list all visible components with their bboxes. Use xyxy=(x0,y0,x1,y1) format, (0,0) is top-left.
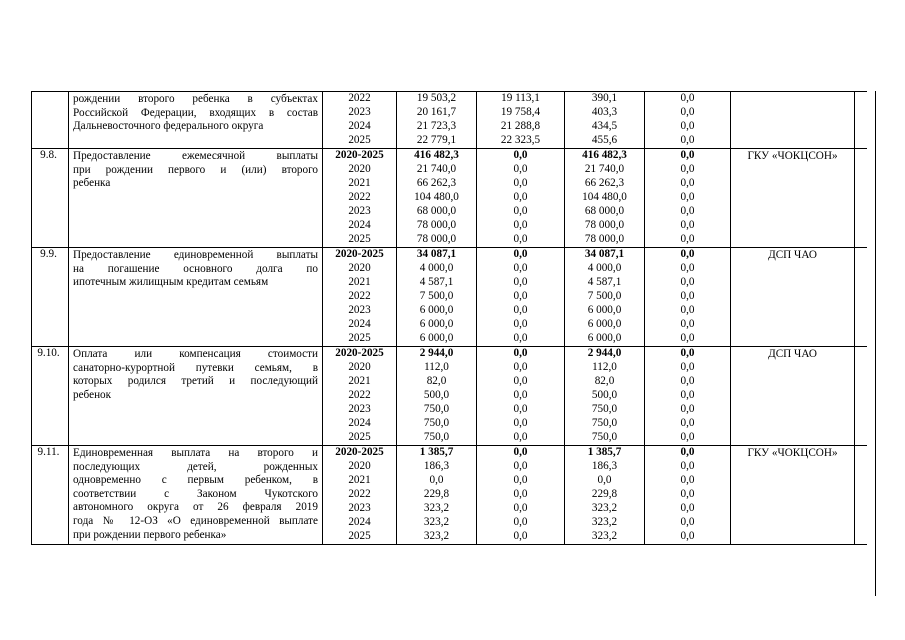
federal-budget-cell: 0,0 xyxy=(477,191,565,205)
other-sources-cell: 0,0 xyxy=(645,205,731,219)
other-sources-cell: 0,0 xyxy=(645,149,731,164)
other-sources-cell: 0,0 xyxy=(645,460,731,474)
table-right-rule xyxy=(875,91,876,596)
federal-budget-cell: 0,0 xyxy=(477,276,565,290)
description-line: при рождении первого ребенка» xyxy=(73,528,227,541)
year-cell: 2025 xyxy=(323,233,397,248)
total-amount-cell: 500,0 xyxy=(397,389,477,403)
year-cell: 2020 xyxy=(323,460,397,474)
regional-budget-cell: 323,2 xyxy=(565,516,645,530)
regional-budget-cell: 0,0 xyxy=(565,474,645,488)
federal-budget-cell: 0,0 xyxy=(477,502,565,516)
total-amount-cell: 323,2 xyxy=(397,502,477,516)
item-number xyxy=(32,347,69,446)
other-sources-cell: 0,0 xyxy=(645,177,731,191)
regional-budget-cell: 68 000,0 xyxy=(565,205,645,219)
year-cell: 2020 xyxy=(323,262,397,276)
year-cell: 2024 xyxy=(323,417,397,431)
regional-budget-cell: 6 000,0 xyxy=(565,332,645,347)
description-line: на погашение основного долга по xyxy=(73,262,318,275)
year-cell: 2023 xyxy=(323,205,397,219)
year-cell: 2020 xyxy=(323,163,397,177)
description-line: соответствии с Законом Чукотского xyxy=(73,487,318,500)
total-amount-cell: 4 587,1 xyxy=(397,276,477,290)
regional-budget-cell: 78 000,0 xyxy=(565,233,645,248)
total-amount-cell: 66 262,3 xyxy=(397,177,477,191)
total-amount-cell: 229,8 xyxy=(397,488,477,502)
regional-budget-cell: 390,1 xyxy=(565,92,645,107)
regional-budget-cell: 403,3 xyxy=(565,106,645,120)
year-cell: 2021 xyxy=(323,375,397,389)
description-line: ребенок xyxy=(73,388,112,401)
other-sources-cell: 0,0 xyxy=(645,389,731,403)
total-amount-cell: 1 385,7 xyxy=(397,446,477,461)
year-cell: 2020-2025 xyxy=(323,347,397,362)
total-amount-cell: 186,3 xyxy=(397,460,477,474)
regional-budget-cell: 2 944,0 xyxy=(565,347,645,362)
description-line: Российской Федерации, входящих в состав xyxy=(73,106,318,119)
table-end-column xyxy=(855,347,867,446)
total-amount-cell: 112,0 xyxy=(397,361,477,375)
other-sources-cell: 0,0 xyxy=(645,375,731,389)
other-sources-cell: 0,0 xyxy=(645,276,731,290)
other-sources-cell: 0,0 xyxy=(645,163,731,177)
total-amount-cell: 82,0 xyxy=(397,375,477,389)
federal-budget-cell: 0,0 xyxy=(477,474,565,488)
other-sources-cell: 0,0 xyxy=(645,361,731,375)
year-cell: 2020 xyxy=(323,361,397,375)
description-line: Предоставление единовременной выплаты xyxy=(73,249,318,261)
other-sources-cell: 0,0 xyxy=(645,403,731,417)
federal-budget-cell: 0,0 xyxy=(477,375,565,389)
description-line: Дальневосточного федерального округа xyxy=(73,120,264,133)
year-cell: 2022 xyxy=(323,389,397,403)
year-cell: 2025 xyxy=(323,431,397,446)
description-line: при рождении первого и (или) второго xyxy=(73,163,318,176)
federal-budget-cell: 0,0 xyxy=(477,248,565,263)
year-cell: 2025 xyxy=(323,134,397,149)
federal-budget-cell: 0,0 xyxy=(477,304,565,318)
total-amount-cell: 6 000,0 xyxy=(397,318,477,332)
federal-budget-cell: 0,0 xyxy=(477,361,565,375)
other-sources-cell: 0,0 xyxy=(645,219,731,233)
year-cell: 2021 xyxy=(323,474,397,488)
federal-budget-cell: 0,0 xyxy=(477,530,565,545)
table-row xyxy=(32,446,867,461)
federal-budget-cell: 0,0 xyxy=(477,431,565,446)
description-line: Оплата или компенсация стоимости xyxy=(73,348,318,360)
total-amount-cell: 78 000,0 xyxy=(397,219,477,233)
other-sources-cell: 0,0 xyxy=(645,248,731,263)
other-sources-cell: 0,0 xyxy=(645,134,731,149)
funding-table xyxy=(31,91,867,545)
year-cell: 2021 xyxy=(323,276,397,290)
total-amount-cell: 22 779,1 xyxy=(397,134,477,149)
total-amount-cell: 19 503,2 xyxy=(397,92,477,107)
total-amount-cell: 323,2 xyxy=(397,516,477,530)
year-cell: 2024 xyxy=(323,120,397,134)
total-amount-cell: 6 000,0 xyxy=(397,332,477,347)
other-sources-cell: 0,0 xyxy=(645,417,731,431)
federal-budget-cell: 0,0 xyxy=(477,488,565,502)
item-description xyxy=(69,446,323,545)
year-cell: 2022 xyxy=(323,290,397,304)
other-sources-cell: 0,0 xyxy=(645,290,731,304)
description-line: санаторно-курортной путевки семьям, в xyxy=(73,361,318,374)
description-line: которых родился третий и последующий xyxy=(73,375,318,388)
total-amount-cell: 2 944,0 xyxy=(397,347,477,362)
item-description xyxy=(69,92,323,149)
other-sources-cell: 0,0 xyxy=(645,106,731,120)
regional-budget-cell: 500,0 xyxy=(565,389,645,403)
other-sources-cell: 0,0 xyxy=(645,233,731,248)
item-number-text: 9.9. xyxy=(40,248,57,260)
regional-budget-cell: 21 740,0 xyxy=(565,163,645,177)
other-sources-cell: 0,0 xyxy=(645,516,731,530)
regional-budget-cell: 750,0 xyxy=(565,431,645,446)
other-sources-cell: 0,0 xyxy=(645,304,731,318)
other-sources-cell: 0,0 xyxy=(645,502,731,516)
federal-budget-cell: 0,0 xyxy=(477,389,565,403)
responsible-executor: ГКУ «ЧОКЦСОН» xyxy=(731,149,855,248)
federal-budget-cell: 0,0 xyxy=(477,403,565,417)
year-cell: 2024 xyxy=(323,318,397,332)
regional-budget-cell: 229,8 xyxy=(565,488,645,502)
total-amount-cell: 416 482,3 xyxy=(397,149,477,164)
other-sources-cell: 0,0 xyxy=(645,191,731,205)
total-amount-cell: 750,0 xyxy=(397,431,477,446)
regional-budget-cell: 104 480,0 xyxy=(565,191,645,205)
regional-budget-cell: 323,2 xyxy=(565,502,645,516)
regional-budget-cell: 4 000,0 xyxy=(565,262,645,276)
description-line: автономного округа от 26 февраля 2019 xyxy=(73,501,318,514)
item-number xyxy=(32,149,69,248)
other-sources-cell: 0,0 xyxy=(645,488,731,502)
year-cell: 2025 xyxy=(323,530,397,545)
other-sources-cell: 0,0 xyxy=(645,446,731,461)
total-amount-cell: 750,0 xyxy=(397,403,477,417)
federal-budget-cell: 0,0 xyxy=(477,233,565,248)
item-description xyxy=(69,347,323,446)
federal-budget-cell: 0,0 xyxy=(477,177,565,191)
federal-budget-cell: 0,0 xyxy=(477,347,565,362)
responsible-executor: ДСП ЧАО xyxy=(731,347,855,446)
year-cell: 2023 xyxy=(323,403,397,417)
total-amount-cell: 6 000,0 xyxy=(397,304,477,318)
total-amount-cell: 323,2 xyxy=(397,530,477,545)
regional-budget-cell: 455,6 xyxy=(565,134,645,149)
regional-budget-cell: 4 587,1 xyxy=(565,276,645,290)
year-cell: 2025 xyxy=(323,332,397,347)
table-end-column xyxy=(855,446,867,545)
year-cell: 2023 xyxy=(323,304,397,318)
year-cell: 2021 xyxy=(323,177,397,191)
total-amount-cell: 0,0 xyxy=(397,474,477,488)
table-end-column xyxy=(855,92,867,149)
federal-budget-cell: 21 288,8 xyxy=(477,120,565,134)
federal-budget-cell: 0,0 xyxy=(477,516,565,530)
year-cell: 2024 xyxy=(323,219,397,233)
other-sources-cell: 0,0 xyxy=(645,431,731,446)
regional-budget-cell: 416 482,3 xyxy=(565,149,645,164)
description-line: ребенка xyxy=(73,177,111,190)
regional-budget-cell: 82,0 xyxy=(565,375,645,389)
regional-budget-cell: 750,0 xyxy=(565,417,645,431)
total-amount-cell: 21 740,0 xyxy=(397,163,477,177)
table-row xyxy=(32,149,867,164)
item-number-text: 9.10. xyxy=(37,347,60,359)
total-amount-cell: 104 480,0 xyxy=(397,191,477,205)
item-number-text: 9.11. xyxy=(37,446,60,458)
item-number xyxy=(32,446,69,545)
year-cell: 2023 xyxy=(323,106,397,120)
federal-budget-cell: 0,0 xyxy=(477,219,565,233)
description-line: одновременно с первым ребенком, в xyxy=(73,474,318,487)
total-amount-cell: 68 000,0 xyxy=(397,205,477,219)
year-cell: 2020-2025 xyxy=(323,149,397,164)
regional-budget-cell: 323,2 xyxy=(565,530,645,545)
year-cell: 2020-2025 xyxy=(323,248,397,263)
year-cell: 2024 xyxy=(323,516,397,530)
item-number xyxy=(32,248,69,347)
federal-budget-cell: 0,0 xyxy=(477,460,565,474)
regional-budget-cell: 34 087,1 xyxy=(565,248,645,263)
other-sources-cell: 0,0 xyxy=(645,474,731,488)
regional-budget-cell: 186,3 xyxy=(565,460,645,474)
regional-budget-cell: 6 000,0 xyxy=(565,318,645,332)
federal-budget-cell: 19 758,4 xyxy=(477,106,565,120)
regional-budget-cell: 6 000,0 xyxy=(565,304,645,318)
table-end-column xyxy=(855,149,867,248)
federal-budget-cell: 22 323,5 xyxy=(477,134,565,149)
description-line: Предоставление ежемесячной выплаты xyxy=(73,150,318,162)
other-sources-cell: 0,0 xyxy=(645,262,731,276)
total-amount-cell: 7 500,0 xyxy=(397,290,477,304)
total-amount-cell: 20 161,7 xyxy=(397,106,477,120)
federal-budget-cell: 0,0 xyxy=(477,446,565,461)
description-line: рождении второго ребенка в субъектах xyxy=(73,93,318,105)
other-sources-cell: 0,0 xyxy=(645,347,731,362)
table-row xyxy=(32,248,867,263)
regional-budget-cell: 7 500,0 xyxy=(565,290,645,304)
regional-budget-cell: 78 000,0 xyxy=(565,219,645,233)
table-row xyxy=(32,92,867,107)
table-row xyxy=(32,347,867,362)
federal-budget-cell: 0,0 xyxy=(477,149,565,164)
responsible-executor xyxy=(731,92,855,149)
federal-budget-cell: 0,0 xyxy=(477,290,565,304)
year-cell: 2020-2025 xyxy=(323,446,397,461)
item-number xyxy=(32,92,69,149)
other-sources-cell: 0,0 xyxy=(645,332,731,347)
federal-budget-cell: 0,0 xyxy=(477,205,565,219)
other-sources-cell: 0,0 xyxy=(645,120,731,134)
regional-budget-cell: 434,5 xyxy=(565,120,645,134)
responsible-executor: ДСП ЧАО xyxy=(731,248,855,347)
year-cell: 2022 xyxy=(323,191,397,205)
description-line: последующих детей, рожденных xyxy=(73,460,318,473)
regional-budget-cell: 750,0 xyxy=(565,403,645,417)
federal-budget-cell: 0,0 xyxy=(477,417,565,431)
regional-budget-cell: 112,0 xyxy=(565,361,645,375)
description-line: Единовременная выплата на второго и xyxy=(73,447,318,459)
description-line: года № 12-ОЗ «О единовременной выплате xyxy=(73,514,318,527)
federal-budget-cell: 0,0 xyxy=(477,318,565,332)
regional-budget-cell: 1 385,7 xyxy=(565,446,645,461)
regional-budget-cell: 66 262,3 xyxy=(565,177,645,191)
total-amount-cell: 34 087,1 xyxy=(397,248,477,263)
table-end-column xyxy=(855,248,867,347)
total-amount-cell: 21 723,3 xyxy=(397,120,477,134)
item-description xyxy=(69,149,323,248)
federal-budget-cell: 19 113,1 xyxy=(477,92,565,107)
other-sources-cell: 0,0 xyxy=(645,530,731,545)
other-sources-cell: 0,0 xyxy=(645,318,731,332)
responsible-executor: ГКУ «ЧОКЦСОН» xyxy=(731,446,855,545)
description-line: ипотечным жилищным кредитам семьям xyxy=(73,276,269,289)
total-amount-cell: 78 000,0 xyxy=(397,233,477,248)
federal-budget-cell: 0,0 xyxy=(477,332,565,347)
year-cell: 2022 xyxy=(323,488,397,502)
federal-budget-cell: 0,0 xyxy=(477,163,565,177)
year-cell: 2022 xyxy=(323,92,397,107)
federal-budget-cell: 0,0 xyxy=(477,262,565,276)
item-number-text: 9.8. xyxy=(40,149,57,161)
other-sources-cell: 0,0 xyxy=(645,92,731,107)
total-amount-cell: 750,0 xyxy=(397,417,477,431)
item-description xyxy=(69,248,323,347)
year-cell: 2023 xyxy=(323,502,397,516)
total-amount-cell: 4 000,0 xyxy=(397,262,477,276)
